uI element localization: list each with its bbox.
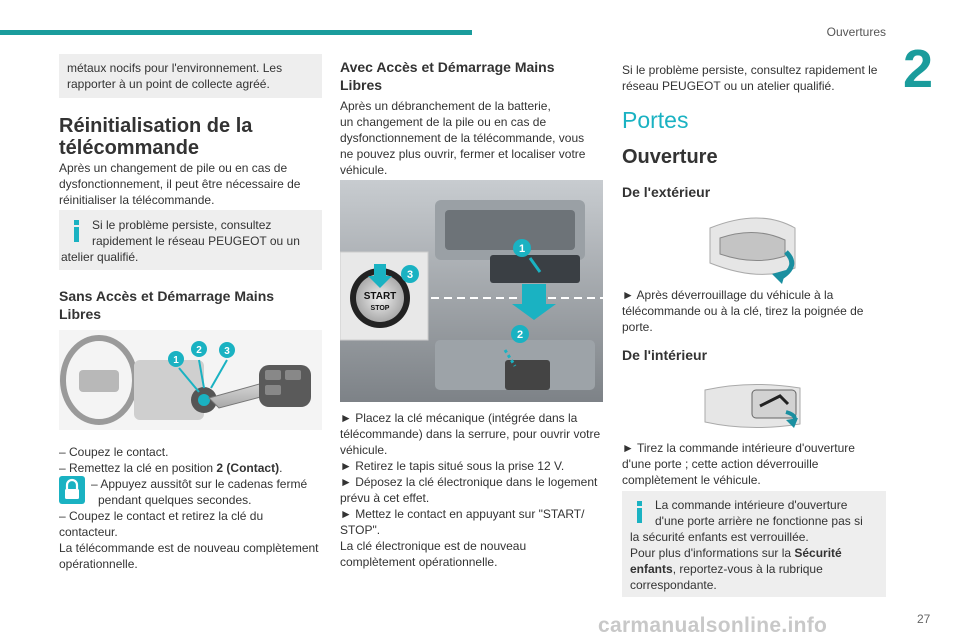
heading-ouverture: Ouverture	[622, 146, 718, 168]
door-handle-inside-illustration	[700, 380, 810, 432]
ext-text-line: ► Après déverrouillage du véhicule à la	[622, 288, 834, 302]
info-icon	[634, 501, 646, 523]
intro-line: Après un changement de pile ou en cas de	[59, 161, 288, 175]
start-stop-illustration	[340, 180, 603, 402]
step-line: complètement opérationnelle.	[340, 555, 498, 569]
step-line: La clé électronique est de nouveau	[340, 539, 527, 553]
callout-label: 3	[224, 346, 230, 357]
intro-line: dysfonctionnement, il peut être nécessaire de	[59, 177, 301, 191]
step-line: télécommande) dans la serrure, pour ouvrir votre	[340, 427, 601, 441]
info-box	[622, 491, 886, 597]
heading-reinit-line: télécommande	[59, 137, 200, 159]
intro-line: véhicule.	[340, 163, 388, 177]
step-line: véhicule.	[340, 443, 388, 457]
step-line: – Remettez la clé en position 2 (Contact).	[59, 461, 283, 475]
door-handle-outside-illustration	[700, 208, 810, 288]
chapter-number: 2	[903, 39, 934, 99]
header-accent-bar	[0, 30, 472, 35]
callout-label: 3	[406, 269, 414, 281]
info-line: d'une porte arrière ne fonctionne pas si	[655, 514, 863, 528]
start-label: START	[363, 291, 397, 302]
int-text-line: complètement le véhicule.	[622, 473, 761, 487]
info-line: rapidement le réseau PEUGEOT ou un	[92, 234, 300, 248]
step-line: pendant quelques secondes.	[98, 493, 252, 507]
intro-line: Si le problème persiste, consultez rapidement le	[622, 63, 878, 77]
ext-text-line: porte.	[622, 320, 653, 334]
heading-avec-acces-line: Avec Accès et Démarrage Mains	[340, 59, 555, 75]
info-line: atelier qualifié.	[61, 250, 139, 264]
int-text-line: d'une porte ; cette action déverrouille	[622, 457, 819, 471]
intro-line: réseau PEUGEOT ou un atelier qualifié.	[622, 79, 835, 93]
intro-line: Après un débranchement de la batterie,	[340, 99, 551, 113]
ext-text-line: télécommande ou à la clé, tirez la poignée de	[622, 304, 864, 318]
heading-exterieur: De l'extérieur	[622, 184, 711, 200]
top-note-line: métaux nocifs pour l'environnement. Les	[67, 61, 283, 75]
intro-line: dysfonctionnement de la télécommande, vous	[340, 131, 585, 145]
step-line: ► Déposez la clé électronique dans le logement	[340, 475, 598, 489]
info-line: Si le problème persiste, consultez	[92, 218, 272, 232]
info-line: la sécurité enfants est verrouillée.	[630, 530, 809, 544]
info-line: La commande intérieure d'ouverture	[655, 498, 848, 512]
step-line: opérationnelle.	[59, 557, 138, 571]
step-line: – Appuyez aussitôt sur le cadenas fermé	[91, 477, 308, 491]
heading-reinit-line: Réinitialisation de la	[59, 115, 253, 137]
step-line: contacteur.	[59, 525, 118, 539]
heading-avec-acces-line: Libres	[340, 77, 383, 93]
section-title: Ouvertures	[826, 25, 886, 39]
info-box	[59, 210, 322, 270]
top-note-line: rapporter à un point de collecte agréé.	[67, 77, 270, 91]
callout-label: 1	[173, 355, 179, 366]
heading-sans-acces-line: Libres	[59, 306, 102, 322]
heading-interieur: De l'intérieur	[622, 347, 708, 363]
step-line: ► Mettez le contact en appuyant sur "START/	[340, 507, 585, 521]
intro-line: un changement de la pile ou en cas de	[340, 115, 547, 129]
heading-portes: Portes	[622, 107, 689, 133]
step-line: ► Placez la clé mécanique (intégrée dans la	[340, 411, 578, 425]
info-icon	[71, 220, 83, 242]
step-line: ► Retirez le tapis situé sous la prise 12 V.	[340, 459, 565, 473]
page-number: 27	[917, 612, 931, 626]
key-ignition-illustration	[59, 330, 322, 430]
intro-line: réinitialiser la télécommande.	[59, 193, 215, 207]
info-line: Pour plus d'informations sur la Sécurité	[630, 546, 842, 560]
step-line: prévu à cet effet.	[340, 491, 430, 505]
info-line: correspondante.	[630, 578, 717, 592]
int-text-line: ► Tirez la commande intérieure d'ouverture	[622, 441, 855, 455]
step-line: La télécommande est de nouveau complètement	[59, 541, 319, 555]
callout-label: 2	[516, 329, 524, 341]
lock-icon	[59, 476, 85, 504]
callout-label: 2	[196, 345, 202, 356]
stop-label: STOP	[370, 305, 390, 312]
info-line: enfants, reportez-vous à la rubrique	[630, 562, 823, 576]
step-line: – Coupez le contact et retirez la clé du	[59, 509, 264, 523]
top-note-box	[59, 54, 322, 98]
watermark: carmanualsonline.info	[598, 614, 828, 637]
step-line: STOP".	[340, 523, 381, 537]
heading-sans-acces-line: Sans Accès et Démarrage Mains	[59, 288, 275, 304]
step-line: – Coupez le contact.	[59, 445, 169, 459]
intro-line: ne pouvez plus ouvrir, fermer et localiser votre	[340, 147, 586, 161]
callout-label: 1	[518, 243, 526, 255]
